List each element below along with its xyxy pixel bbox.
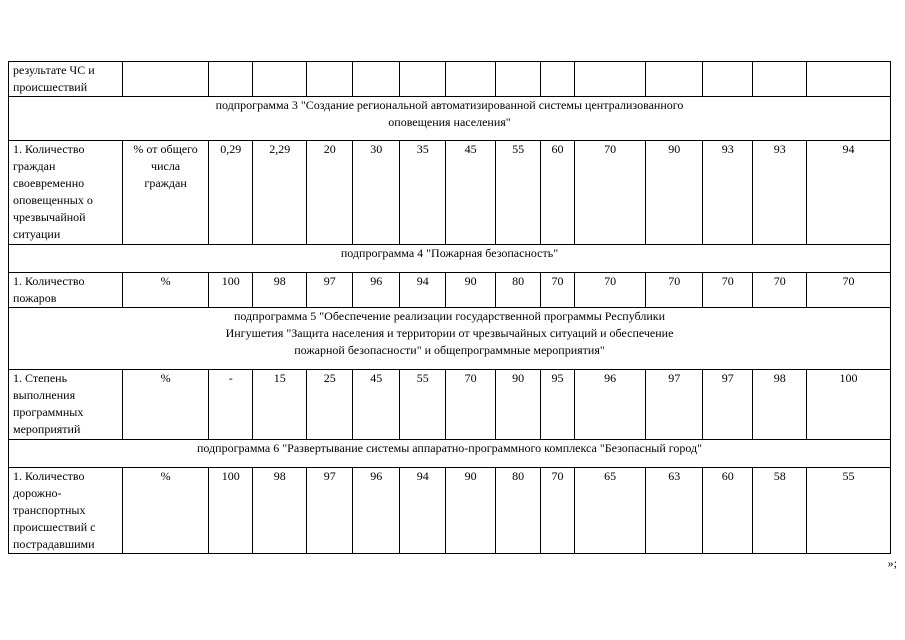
value-cell: 80 — [495, 468, 540, 554]
value-cell: 98 — [753, 370, 807, 440]
unit-cell: % — [123, 273, 209, 308]
subprogram-title: подпрограмма 3 "Создание региональной автоматизированной системы централизованного оповещения населения" — [215, 98, 684, 129]
value-cell: 97 — [702, 370, 753, 440]
value-cell: 70 — [541, 273, 574, 308]
value-cell: 98 — [253, 468, 307, 554]
indicator-row — [9, 62, 891, 97]
subprogram-title: подпрограмма 4 "Пожарная безопасность" — [340, 246, 559, 260]
value-cell: 70 — [574, 141, 646, 245]
value-cell: 45 — [353, 370, 399, 440]
value-cell: 70 — [574, 273, 646, 308]
value-cell — [541, 62, 574, 97]
value-cell: 90 — [446, 468, 496, 554]
value-cell: 2,29 — [253, 141, 307, 245]
value-cell — [253, 62, 307, 97]
value-cell: 96 — [353, 273, 399, 308]
indicator-row — [9, 141, 891, 245]
value-cell: 90 — [495, 370, 540, 440]
indicator-name-cell: 1. Количество граждан своевременно оповещенных о чрезвычайной ситуации — [9, 141, 123, 245]
value-cell: 70 — [541, 468, 574, 554]
value-cell: 100 — [209, 468, 253, 554]
value-cell: 93 — [702, 141, 753, 245]
value-cell: 0,29 — [209, 141, 253, 245]
indicator-name-cell: результате ЧС и происшествий — [9, 62, 123, 97]
value-cell: 80 — [495, 273, 540, 308]
value-cell: 60 — [702, 468, 753, 554]
indicator-table — [8, 61, 891, 554]
value-cell: 70 — [753, 273, 807, 308]
value-cell — [399, 62, 445, 97]
value-cell — [646, 62, 703, 97]
subprogram-title-cell — [9, 440, 891, 468]
value-cell: 58 — [753, 468, 807, 554]
value-cell: 30 — [353, 141, 399, 245]
value-cell: 60 — [541, 141, 574, 245]
subprogram-header-row — [9, 308, 891, 370]
closing-quote-mark: »; — [887, 556, 897, 570]
value-cell: 55 — [807, 468, 891, 554]
unit-cell — [123, 62, 209, 97]
value-cell — [807, 62, 891, 97]
value-cell: 55 — [495, 141, 540, 245]
subprogram-title: подпрограмма 5 "Обеспечение реализации государственной программы Республики Ингушетия "Защита населения и территории от чрезвычайных ситуаций и обеспечение пожарной безопасности" и общепрограммные мероприятия" — [225, 309, 674, 357]
value-cell — [209, 62, 253, 97]
subprogram-header-row — [9, 97, 891, 141]
value-cell: 100 — [209, 273, 253, 308]
indicator-row — [9, 370, 891, 440]
value-cell: 95 — [541, 370, 574, 440]
value-cell: 97 — [307, 273, 353, 308]
value-cell: 98 — [253, 273, 307, 308]
value-cell: 94 — [399, 273, 445, 308]
value-cell — [495, 62, 540, 97]
value-cell: 20 — [307, 141, 353, 245]
value-cell: 70 — [646, 273, 703, 308]
unit-cell: % — [123, 468, 209, 554]
value-cell: 35 — [399, 141, 445, 245]
value-cell: 45 — [446, 141, 496, 245]
value-cell: 96 — [353, 468, 399, 554]
subprogram-title-cell — [9, 245, 891, 273]
unit-cell: % от общего числа граждан — [123, 141, 209, 245]
table-body — [9, 62, 891, 554]
value-cell: 70 — [702, 273, 753, 308]
subprogram-header-row — [9, 440, 891, 468]
value-cell: 94 — [399, 468, 445, 554]
value-cell — [353, 62, 399, 97]
value-cell: 63 — [646, 468, 703, 554]
value-cell: 100 — [807, 370, 891, 440]
value-cell: 94 — [807, 141, 891, 245]
value-cell: 70 — [446, 370, 496, 440]
value-cell — [446, 62, 496, 97]
subprogram-header-row — [9, 245, 891, 273]
value-cell — [574, 62, 646, 97]
indicator-name-cell: 1. Количество дорожно- транспортных происшествий с пострадавшими — [9, 468, 123, 554]
value-cell: 15 — [253, 370, 307, 440]
value-cell: 65 — [574, 468, 646, 554]
value-cell: 97 — [646, 370, 703, 440]
value-cell: - — [209, 370, 253, 440]
value-cell — [307, 62, 353, 97]
subprogram-title-cell — [9, 97, 891, 141]
indicator-name-cell: 1. Степень выполнения программных мероприятий — [9, 370, 123, 440]
value-cell: 70 — [807, 273, 891, 308]
unit-cell: % — [123, 370, 209, 440]
indicator-row — [9, 468, 891, 554]
value-cell: 96 — [574, 370, 646, 440]
value-cell — [702, 62, 753, 97]
subprogram-title: подпрограмма 6 "Развертывание системы аппаратно-программного комплекса "Безопасный город" — [196, 441, 703, 455]
value-cell: 90 — [646, 141, 703, 245]
indicator-name-cell: 1. Количество пожаров — [9, 273, 123, 308]
value-cell: 90 — [446, 273, 496, 308]
indicator-row — [9, 273, 891, 308]
value-cell: 25 — [307, 370, 353, 440]
value-cell — [753, 62, 807, 97]
value-cell: 55 — [399, 370, 445, 440]
subprogram-title-cell — [9, 308, 891, 370]
value-cell: 93 — [753, 141, 807, 245]
value-cell: 97 — [307, 468, 353, 554]
